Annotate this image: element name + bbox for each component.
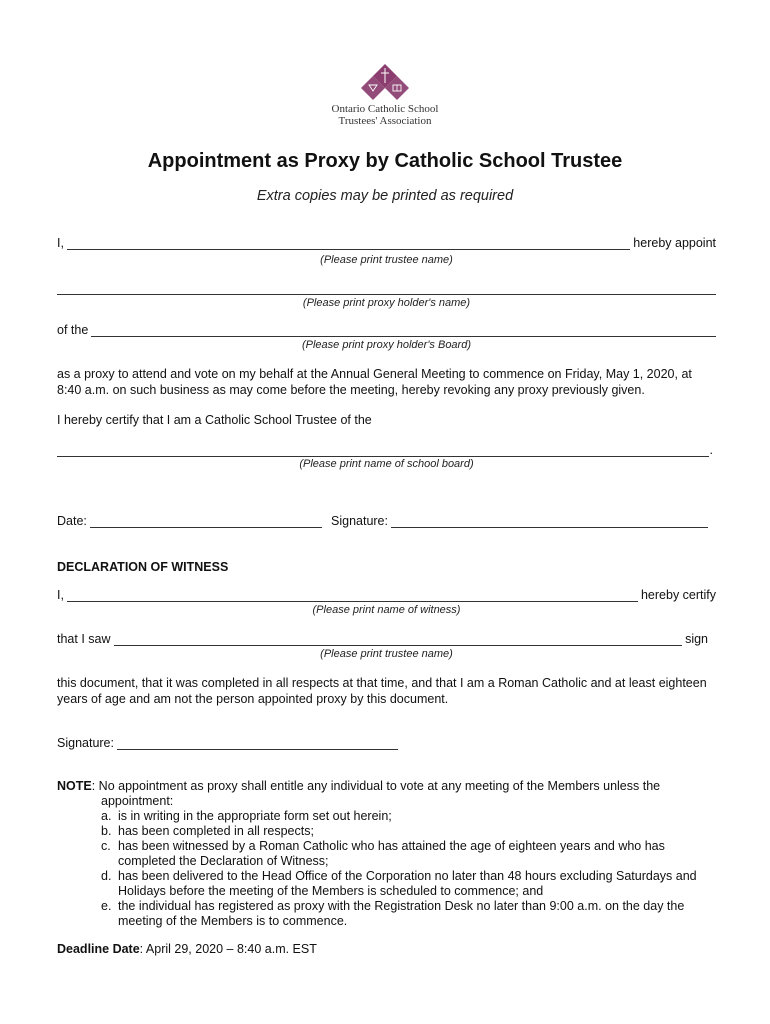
- note-list-item: [101, 809, 717, 824]
- signature-row: [331, 514, 708, 528]
- witness-trustee-field[interactable]: [114, 634, 683, 646]
- note-intro-line: [57, 779, 717, 809]
- deadline-line: [57, 942, 317, 956]
- witness-paragraph: this document, that it was completed in all respects at that time, and that I am a Roman Catholic and at least eighteen years of age and am not the person appointed proxy by this document.: [57, 676, 707, 706]
- logo-name-line2: Trustees' Association: [338, 115, 432, 127]
- document-subtitle: Extra copies may be printed as required: [256, 188, 514, 204]
- note-item-text: the individual has registered as proxy with the Registration Desk no later than 9:00 a.m. on the day the meeting of the Members is to commence.: [118, 899, 685, 928]
- note-block: [57, 779, 717, 929]
- note-item-text: has been delivered to the Head Office of the Corporation no later than 48 hours excluding Saturdays and Holidays before the meeting of the Members is scheduled to commence; and: [118, 869, 697, 898]
- school-board-row: [57, 443, 713, 457]
- note-list: [101, 809, 717, 929]
- trustee-name-row: [57, 236, 716, 250]
- proxy-board-row: [57, 323, 716, 337]
- note-list-item: [101, 869, 717, 899]
- witness-signature-field[interactable]: [117, 738, 398, 750]
- witness-prefix: I,: [57, 588, 64, 602]
- note-item-marker: d.: [101, 869, 112, 883]
- deadline-value: : April 29, 2020 – 8:40 a.m. EST: [139, 942, 317, 956]
- proxy-board-hint: (Please print proxy holder's Board): [301, 339, 471, 351]
- witness-suffix: hereby certify: [640, 588, 716, 602]
- proxy-holder-row: [57, 283, 716, 295]
- date-row: [57, 514, 322, 528]
- witness-name-hint: (Please print name of witness): [312, 604, 461, 616]
- school-board-field[interactable]: [57, 445, 709, 457]
- note-item-text: is in writing in the appropriate form set out herein;: [118, 809, 392, 823]
- witness-signature-row: [57, 736, 398, 750]
- witness-saw-suffix: sign: [685, 632, 708, 646]
- proxy-board-field[interactable]: [91, 325, 716, 337]
- proxy-holder-name-field[interactable]: [57, 283, 716, 295]
- note-item-marker: b.: [101, 824, 112, 838]
- witness-trustee-hint: (Please print trustee name): [320, 648, 453, 660]
- of-the-label: of the: [57, 323, 89, 337]
- appoint-suffix: hereby appoint: [633, 236, 716, 250]
- note-list-item: [101, 824, 717, 839]
- trustee-name-hint: (Please print trustee name): [320, 254, 453, 266]
- school-board-period: .: [709, 443, 713, 457]
- witness-heading: DECLARATION OF WITNESS: [57, 560, 229, 574]
- note-item-marker: e.: [101, 899, 112, 913]
- deadline-label: Deadline Date: [57, 942, 140, 956]
- note-item-text: has been completed in all respects;: [118, 824, 314, 838]
- witness-signature-label: Signature:: [57, 736, 114, 750]
- trustee-name-field[interactable]: [67, 238, 630, 250]
- note-item-marker: a.: [101, 809, 112, 823]
- witness-saw-row: [57, 632, 708, 646]
- certify-text: I hereby certify that I am a Catholic School Trustee of the: [57, 413, 372, 427]
- note-label: NOTE: [57, 779, 92, 793]
- document-title: Appointment as Proxy by Catholic School Trustee: [147, 150, 623, 172]
- date-label: Date:: [57, 514, 87, 528]
- note-intro: : No appointment as proxy shall entitle any individual to vote at any meeting of the Members unless the appointment:: [91, 779, 661, 808]
- signature-label: Signature:: [331, 514, 388, 528]
- proxy-holder-hint: (Please print proxy holder's name): [302, 297, 471, 309]
- trustee-prefix: I,: [57, 236, 64, 250]
- note-item-text: has been witnessed by a Roman Catholic who has attained the age of eighteen years and who has completed the Declaration of Witness;: [118, 839, 665, 868]
- note-list-item: [101, 899, 717, 929]
- witness-name-row: [57, 588, 716, 602]
- logo-name-line1: Ontario Catholic School: [331, 103, 439, 115]
- proxy-paragraph: as a proxy to attend and vote on my behalf at the Annual General Meeting to commence on Friday, May 1, 2020, at 8:40 a.m. on such business as may come before the meeting, hereby revoking any proxy previously given.: [57, 367, 692, 397]
- witness-saw-prefix: that I saw: [57, 632, 111, 646]
- ocsta-logo: [330, 62, 440, 128]
- signature-field[interactable]: [391, 516, 708, 528]
- note-item-marker: c.: [101, 839, 111, 853]
- witness-name-field[interactable]: [67, 590, 638, 602]
- school-board-hint: (Please print name of school board): [299, 458, 474, 470]
- date-field[interactable]: [90, 516, 322, 528]
- note-list-item: [101, 839, 717, 869]
- logo-emblem-icon: [330, 62, 440, 100]
